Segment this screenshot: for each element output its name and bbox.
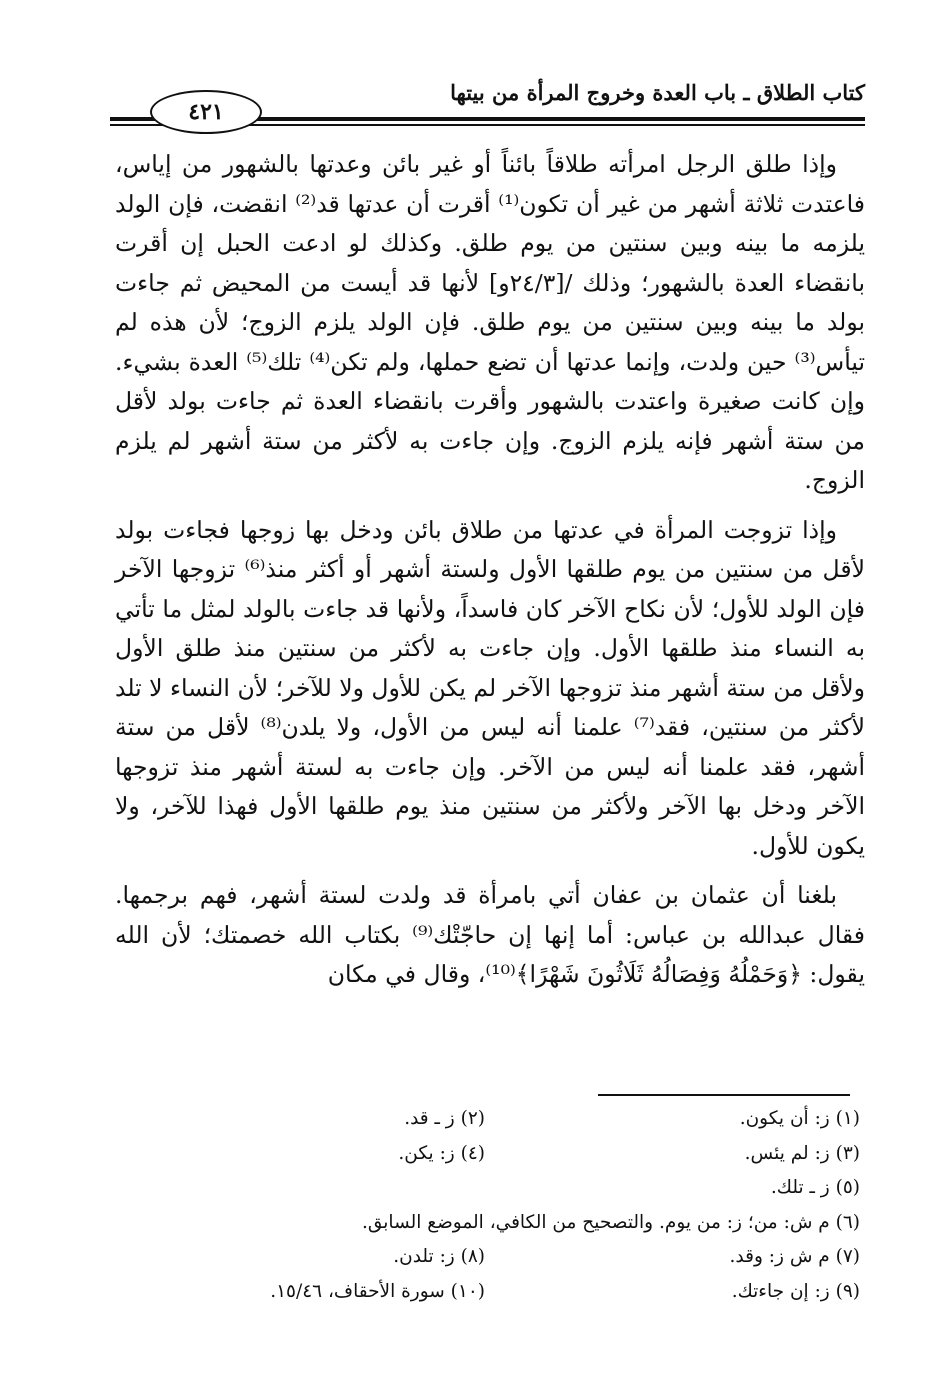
footnote-row	[115, 1240, 860, 1275]
footnote-4: (٤) ز: يكن.	[398, 1142, 485, 1164]
page-number: ٤٢١	[150, 90, 262, 134]
paragraph-1: وإذا طلق الرجل امرأته طلاقاً بائناً أو غير بائن وعدتها بالشهور من إياس، فاعتدت ثلاثة أشهر من غير أن تكون⁽¹⁾ أقرت أن عدتها قد⁽²⁾ انقضت، فإن الولد يلزمه ما بينه وبين سنتين من يوم طلق. وكذلك لو ادعت الحبل إن أقرت بانقضاء العدة بالشهور؛ وذلك /[٢٤/٣و] لأنها قد أيست من المحيض ثم جاءت بولد ما بينه وبين سنتين من يوم طلق. فإن الولد يلزم الزوج؛ لأن هذه لم تيأس⁽³⁾ حين ولدت، وإنما عدتها أن تضع حملها، ولم تكن⁽⁴⁾ تلك⁽⁵⁾ العدة بشيء. وإن كانت صغيرة واعتدت بالشهور وأقرت بانقضاء العدة ثم جاءت بولد لأقل من ستة أشهر فإنه يلزم الزوج. وإن جاءت به لأكثر من ستة أشهر لم يلزم الزوج.	[115, 150, 865, 494]
footnote-row	[115, 1206, 860, 1241]
paragraph-2: وإذا تزوجت المرأة في عدتها من طلاق بائن ودخل بها زوجها فجاءت بولد لأقل من سنتين من يوم طلقها الأول ولستة أشهر أو أكثر منذ⁽⁶⁾ تزوجها الآخر فإن الولد للأول؛ لأن نكاح الآخر كان فاسداً، ولأنها قد جاءت بالولد لمثل ما تأتي به النساء منذ طلقها الأول. وإن جاءت به لأكثر من سنتين منذ طلق الأول ولأقل من ستة أشهر منذ تزوجها الآخر لم يكن للأول ولا للآخر؛ لأن النساء لا تلد لأكثر من سنتين، فقد⁽⁷⁾ علمنا أنه ليس من الأول، ولا يلدن⁽⁸⁾ لأقل من ستة أشهر، فقد علمنا أنه ليس من الآخر. وإن جاءت به لستة أشهر منذ تزوجها الآخر ودخل بها الآخر ولأكثر من سنتين منذ يوم طلقها الأول فهذا للآخر، ولا يكون للأول.	[115, 515, 865, 860]
footnote-row	[115, 1137, 860, 1172]
footnote-10: (١٠) سورة الأحقاف، ١٥/٤٦.	[270, 1280, 485, 1302]
footnote-row	[115, 1275, 860, 1310]
footnote-9: (٩) ز: إن جاءتك.	[731, 1280, 860, 1302]
footnote-2: (٢) ز ـ قد.	[404, 1108, 485, 1129]
footnote-row	[115, 1102, 860, 1137]
footnote-7: (٧) م ش ز: وقد.	[729, 1246, 860, 1267]
footnote-3: (٣) ز: لم يئس.	[744, 1142, 860, 1164]
footnote-1: (١) ز: أن يكون.	[739, 1108, 860, 1129]
paragraph-3: بلغنا أن عثمان بن عفان أتي بامرأة قد ولدت لستة أشهر، فهم برجمها. فقال عبدالله بن عباس: أما إنها إن حاجّتْك⁽⁹⁾ بكتاب الله خصمتك؛ لأن الله يقول: ﴿وَحَمْلُهُ وَفِصَالُهُ ثَلَاثُونَ شَهْرًا﴾⁽¹⁰⁾، وقال في مكان	[115, 881, 865, 988]
footnote-separator	[598, 1094, 850, 1096]
footnote-8: (٨) ز: تلدن.	[393, 1246, 485, 1267]
running-title: كتاب الطلاق ـ باب العدة وخروج المرأة من بيتها	[450, 80, 865, 105]
footnote-row	[115, 1171, 860, 1206]
page-header	[110, 62, 865, 132]
body-text	[115, 145, 865, 995]
footnote-5: (٥) ز ـ تلك.	[770, 1177, 860, 1198]
footnotes	[115, 1102, 860, 1309]
footnote-6: (٦) م ش: من؛ ز: من يوم. والتصحيح من الكافي، الموضع السابق.	[361, 1211, 860, 1233]
